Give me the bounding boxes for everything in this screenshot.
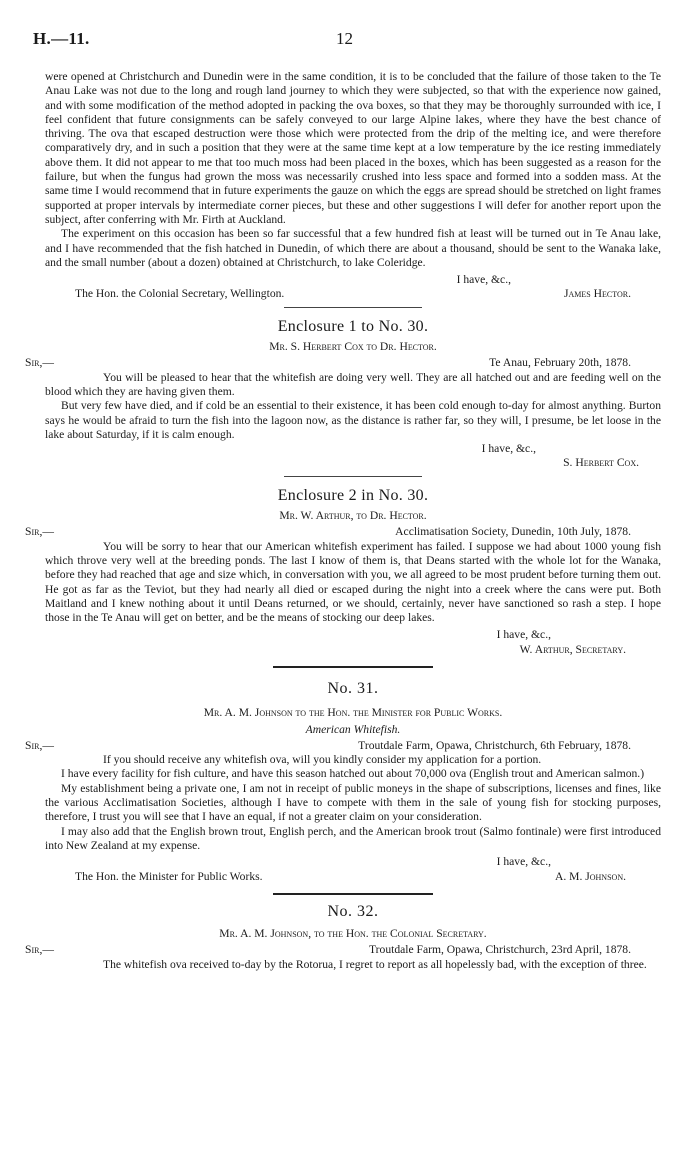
salutation: Sir,—	[25, 943, 54, 957]
paragraph: But very few have died, and if cold be an essential to their existence, it has been cold enough to-day for almost anything. Burton says he would be afraid to turn the fish into the lagoon now, as the distance is rather far, so they will, I presume, be let loose in the lake about Saturday, if it is calm enough.	[45, 399, 661, 441]
page-number: 12	[336, 29, 353, 48]
addressee: The Hon. the Minister for Public Works.	[75, 869, 263, 883]
signature: S. Herbert Cox.	[563, 456, 639, 470]
paragraph: I may also add that the English brown trout, English perch, and the American brook trout (Salmo fontinale) were first introduced into New Zealand at my expense.	[45, 824, 661, 852]
intro-section	[45, 70, 661, 308]
letter-no-32	[25, 902, 661, 972]
section-title: Enclosure 1 to No. 30.	[277, 317, 429, 335]
letter-no-31	[25, 679, 661, 895]
divider	[273, 893, 433, 895]
salutation: Sir,—	[25, 525, 54, 539]
paragraph: were opened at Christchurch and Dunedin were in the same condition, it is to be concluded that the failure of those taken to the Te Anau Lake was not due to the long and rough land journey to which they were subjected, so that with the experience now gained, and with some modification of the method adopted in packing the ova boxes, so that they may be thoroughly surrounded with ice, I feel confident that future consignments can be safely conveyed to our large Alpine lakes, where they have the best chance of thriving. The ova that escaped destruction were those which were protected from the drip of the melting ice, and were therefore comparatively dry, and in such a position that they were at the same time kept at a low temperature by the ice resting immediately above them. It did not appear to me that too much moss had been placed in the boxes, which has been suggested as a reason for the failure, but when the fungus had grown the moss was necessarily crushed into less space and formed into a sodden mass. At the same time I would recommend that in future experiments the gauze on which the eggs are spread should be stretched on light frames supported at proper intervals by intermediate corner pieces, but these and other suggestions I will defer for another report upon the subject, after conferring with Mr. Firth at Auckland.	[45, 70, 661, 226]
dateline: Acclimatisation Society, Dunedin, 10th July, 1878.	[395, 525, 631, 539]
section-subtitle: Mr. W. Arthur, to Dr. Hector.	[279, 509, 427, 523]
closing: I have, &c.,	[496, 628, 551, 642]
closing: I have, &c.,	[456, 273, 511, 287]
dateline: Troutdale Farm, Opawa, Christchurch, 6th February, 1878.	[358, 738, 631, 752]
dateline: Te Anau, February 20th, 1878.	[489, 356, 631, 370]
document-body	[25, 70, 661, 972]
closing: I have, &c.,	[481, 442, 536, 456]
section-title: No. 31.	[327, 679, 379, 697]
section-subject: American Whitefish.	[305, 722, 401, 736]
section-subtitle: Mr. A. M. Johnson to the Hon. the Minister for Public Works.	[203, 706, 503, 720]
paragraph: The experiment on this occasion has been so far successful that a few hundred fish at least will be turned out in Te Anau lake, and I have recommended that the fish hatched in Dunedin, of which there are about a thousand, should be sent to the Wanaka lake, and the small number (about a dozen) obtained at Christchurch, to lake Coleridge.	[45, 227, 661, 269]
paragraph: You will be pleased to hear that the whitefish are doing very well. They are all hatched out and are feeding well on the blood which they are having given them.	[45, 370, 661, 398]
signature: A. M. Johnson.	[554, 869, 626, 883]
signature: James Hector.	[564, 287, 631, 301]
section-title: No. 32.	[327, 902, 379, 920]
divider	[284, 307, 422, 308]
salutation: Sir,—	[25, 738, 54, 752]
closing: I have, &c.,	[496, 855, 551, 869]
signature: W. Arthur, Secretary.	[519, 642, 626, 656]
section-subtitle: Mr. A. M. Johnson, to the Hon. the Colonial Secretary.	[219, 927, 487, 941]
paragraph: If you should receive any whitefish ova, will you kindly consider my application for a portion.	[103, 753, 542, 767]
dateline: Troutdale Farm, Opawa, Christchurch, 23rd April, 1878.	[368, 943, 631, 957]
document-reference: H.—11.	[33, 29, 90, 48]
salutation: Sir,—	[25, 356, 54, 370]
addressee: The Hon. the Colonial Secretary, Wellington.	[75, 287, 285, 301]
enclosure-1	[25, 317, 661, 477]
enclosure-2	[25, 486, 661, 668]
paragraph: You will be sorry to hear that our American whitefish experiment has failed. I suppose we had about 1000 young fish which throve very well at the breeding ponds. The last I know of them is, that Deans started with the whole lot for the Wanaka, before they had reached that age and size which, in conversation with you, we all agreed to be most prudent before turning them out. He got as far as the Teviot, but they had nearly all died or escaped during the night into a creek where the cans were put. Both Maitland and I knew nothing about it until Deans returned, or we should, certainly, never have sanctioned so rash a step. I hope those in the Te Anau will get on better, and be the means of stocking our deep lakes.	[45, 539, 661, 625]
paragraph: I have every facility for fish culture, and have this season hatched out about 70,000 ova (English trout and American salmon.)	[61, 767, 645, 781]
section-subtitle: Mr. S. Herbert Cox to Dr. Hector.	[269, 340, 437, 354]
section-title: Enclosure 2 in No. 30.	[277, 486, 429, 504]
paragraph: My establishment being a private one, I am not in receipt of public moneys in the shape of subscriptions, licenses and fines, like the various Acclimatisation Societies, although I have to compete with them in the sale of young fish for stocking purposes, therefore, I trust you will see that I have an equal, if not a greater claim on your consideration.	[45, 781, 661, 824]
paragraph: The whitefish ova received to-day by the Rotorua, I regret to report as all hopelessly bad, with the exception of three.	[103, 957, 647, 971]
divider	[284, 476, 422, 477]
divider	[273, 666, 433, 668]
